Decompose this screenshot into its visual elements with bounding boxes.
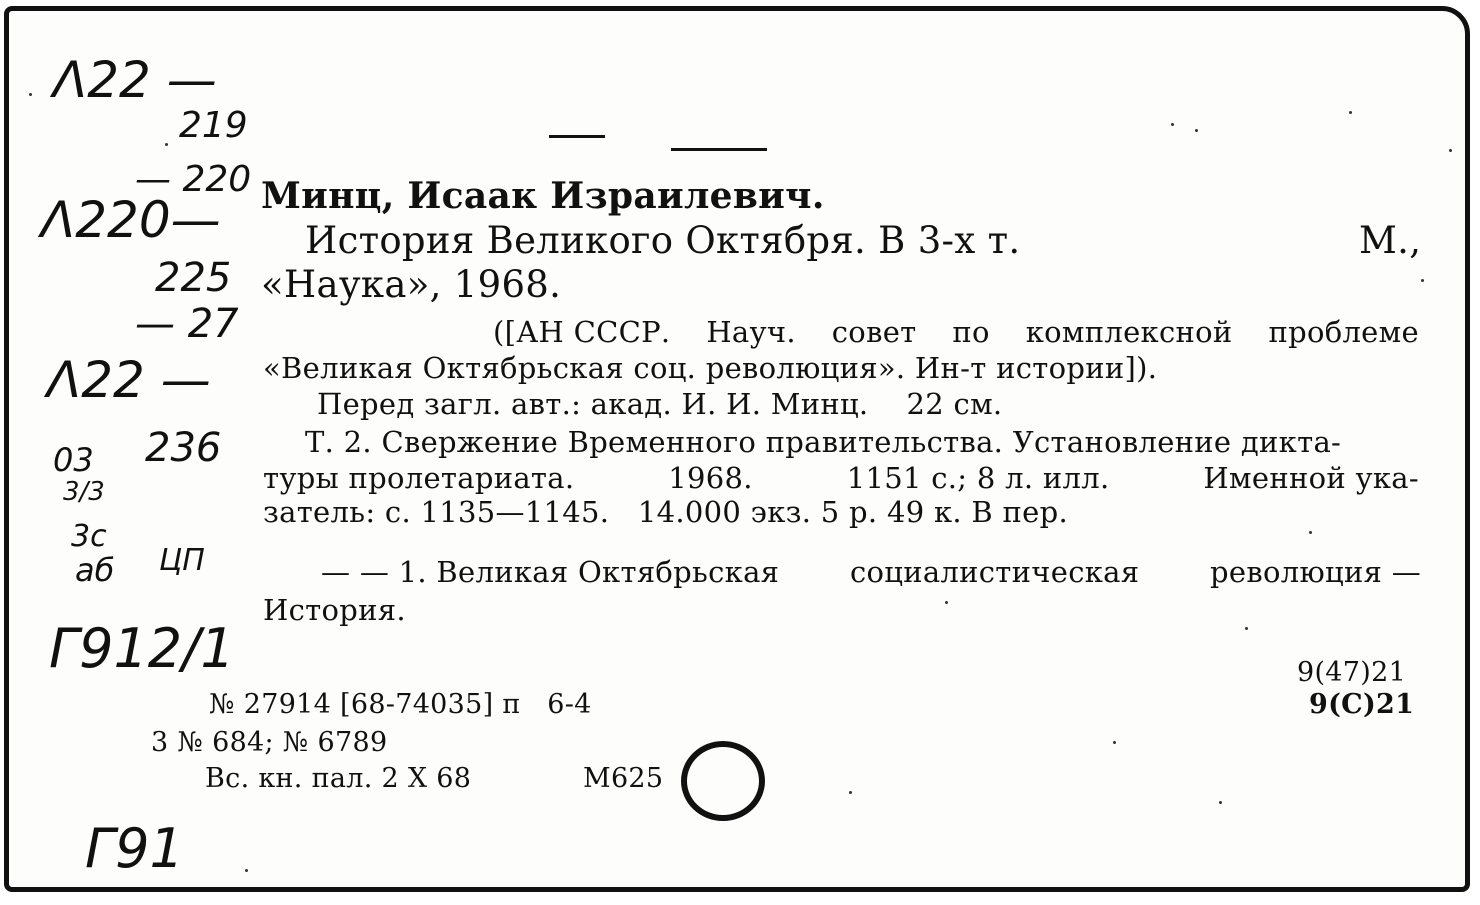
scan-speck <box>1245 627 1248 630</box>
series-word: проблеме <box>1268 315 1419 349</box>
handwritten-shelfmark-c7: ЦП <box>159 543 205 578</box>
publisher-year: «Наука», 1968. <box>261 263 562 306</box>
volume-segment: 1968. <box>668 461 753 495</box>
handwritten-shelfmark-b3: — 27 <box>135 301 239 347</box>
handwritten-shelfmark-c3: 236 <box>145 425 222 471</box>
top-dash-right <box>671 148 767 151</box>
handwritten-call-number: Г912/1 <box>49 617 235 680</box>
series-word: Науч. <box>706 315 796 349</box>
scan-speck <box>1113 741 1116 744</box>
scan-speck <box>945 601 948 604</box>
handwritten-shelfmark-a1: Λ22 — <box>53 51 217 109</box>
scan-speck <box>1309 531 1312 534</box>
subject-line-1 <box>321 555 1421 589</box>
volume-line-1: Т. 2. Свержение Временного правительства. Установление дикта- <box>305 425 1342 459</box>
imprint-line-2: 3 № 684; № 6789 <box>151 727 388 758</box>
handwritten-shelfmark-c4: 3/3 <box>63 477 105 507</box>
catalog-card <box>4 6 1470 892</box>
volume-segment: Именной ука- <box>1203 461 1419 495</box>
handwritten-shelfmark-b2: 225 <box>155 255 232 301</box>
scan-speck <box>1219 801 1222 804</box>
handwritten-shelfmark-c6: аб <box>75 551 115 589</box>
volume-line-3: затель: с. 1135—1145. 14.000 экз. 5 р. 49 к. В пер. <box>263 495 1069 529</box>
handwritten-shelfmark-a3: — 220 <box>135 159 252 200</box>
scan-speck <box>1349 111 1352 114</box>
place-of-publication: М., <box>1359 219 1422 262</box>
title-line: История Великого Октября. В 3-х т. <box>305 219 1021 262</box>
handwritten-shelfmark-c1: Λ22 — <box>47 351 211 409</box>
subject-segment: социалистическая <box>849 555 1140 589</box>
imprint-code: М625 <box>583 763 664 794</box>
classification-code-1: 9(47)21 <box>1297 657 1407 688</box>
volume-segment: 1151 с.; 8 л. илл. <box>846 461 1110 495</box>
series-word: совет <box>831 315 917 349</box>
top-dash-left <box>549 135 605 138</box>
subject-segment: революция — <box>1210 555 1421 589</box>
scan-speck <box>849 791 852 794</box>
author-heading: Минц, Исаак Израилевич. <box>261 175 825 217</box>
volume-line-2 <box>263 461 1419 495</box>
series-word: по <box>952 315 990 349</box>
imprint-line-1: № 27914 [68-74035] п 6-4 <box>209 689 592 720</box>
series-line-2: «Великая Октябрьская соц. революция». Ин-т истории]). <box>263 351 1158 385</box>
handwritten-shelfmark-a2: 219 <box>179 105 248 146</box>
scan-speck <box>165 143 168 146</box>
scan-speck <box>1449 149 1452 152</box>
scan-speck <box>245 869 248 872</box>
subject-segment: — — 1. Великая Октябрьская <box>321 555 780 589</box>
author-note: Перед загл. авт.: акад. И. И. Минц. 22 см. <box>317 387 1003 421</box>
series-line-1 <box>493 315 1419 349</box>
handwritten-shelfmark-c2: 03 <box>53 441 94 479</box>
subject-line-2: История. <box>263 593 406 627</box>
scan-speck <box>1195 129 1198 132</box>
punch-hole-circle <box>681 741 765 821</box>
handwritten-shelfmark-c5: 3с <box>71 519 107 554</box>
handwritten-call-number-bottom: Г91 <box>85 817 184 880</box>
scan-speck <box>1171 123 1174 126</box>
classification-code-2: 9(С)21 <box>1309 689 1415 720</box>
handwritten-shelfmark-b1: Λ220— <box>41 191 221 249</box>
series-word: ([АН СССР. <box>493 315 671 349</box>
volume-segment: туры пролетариата. <box>263 461 575 495</box>
scan-speck <box>1421 279 1424 282</box>
imprint-line-3: Вс. кн. пал. 2 X 68 <box>205 763 472 794</box>
series-word: комплексной <box>1025 315 1233 349</box>
scan-speck <box>29 93 32 96</box>
